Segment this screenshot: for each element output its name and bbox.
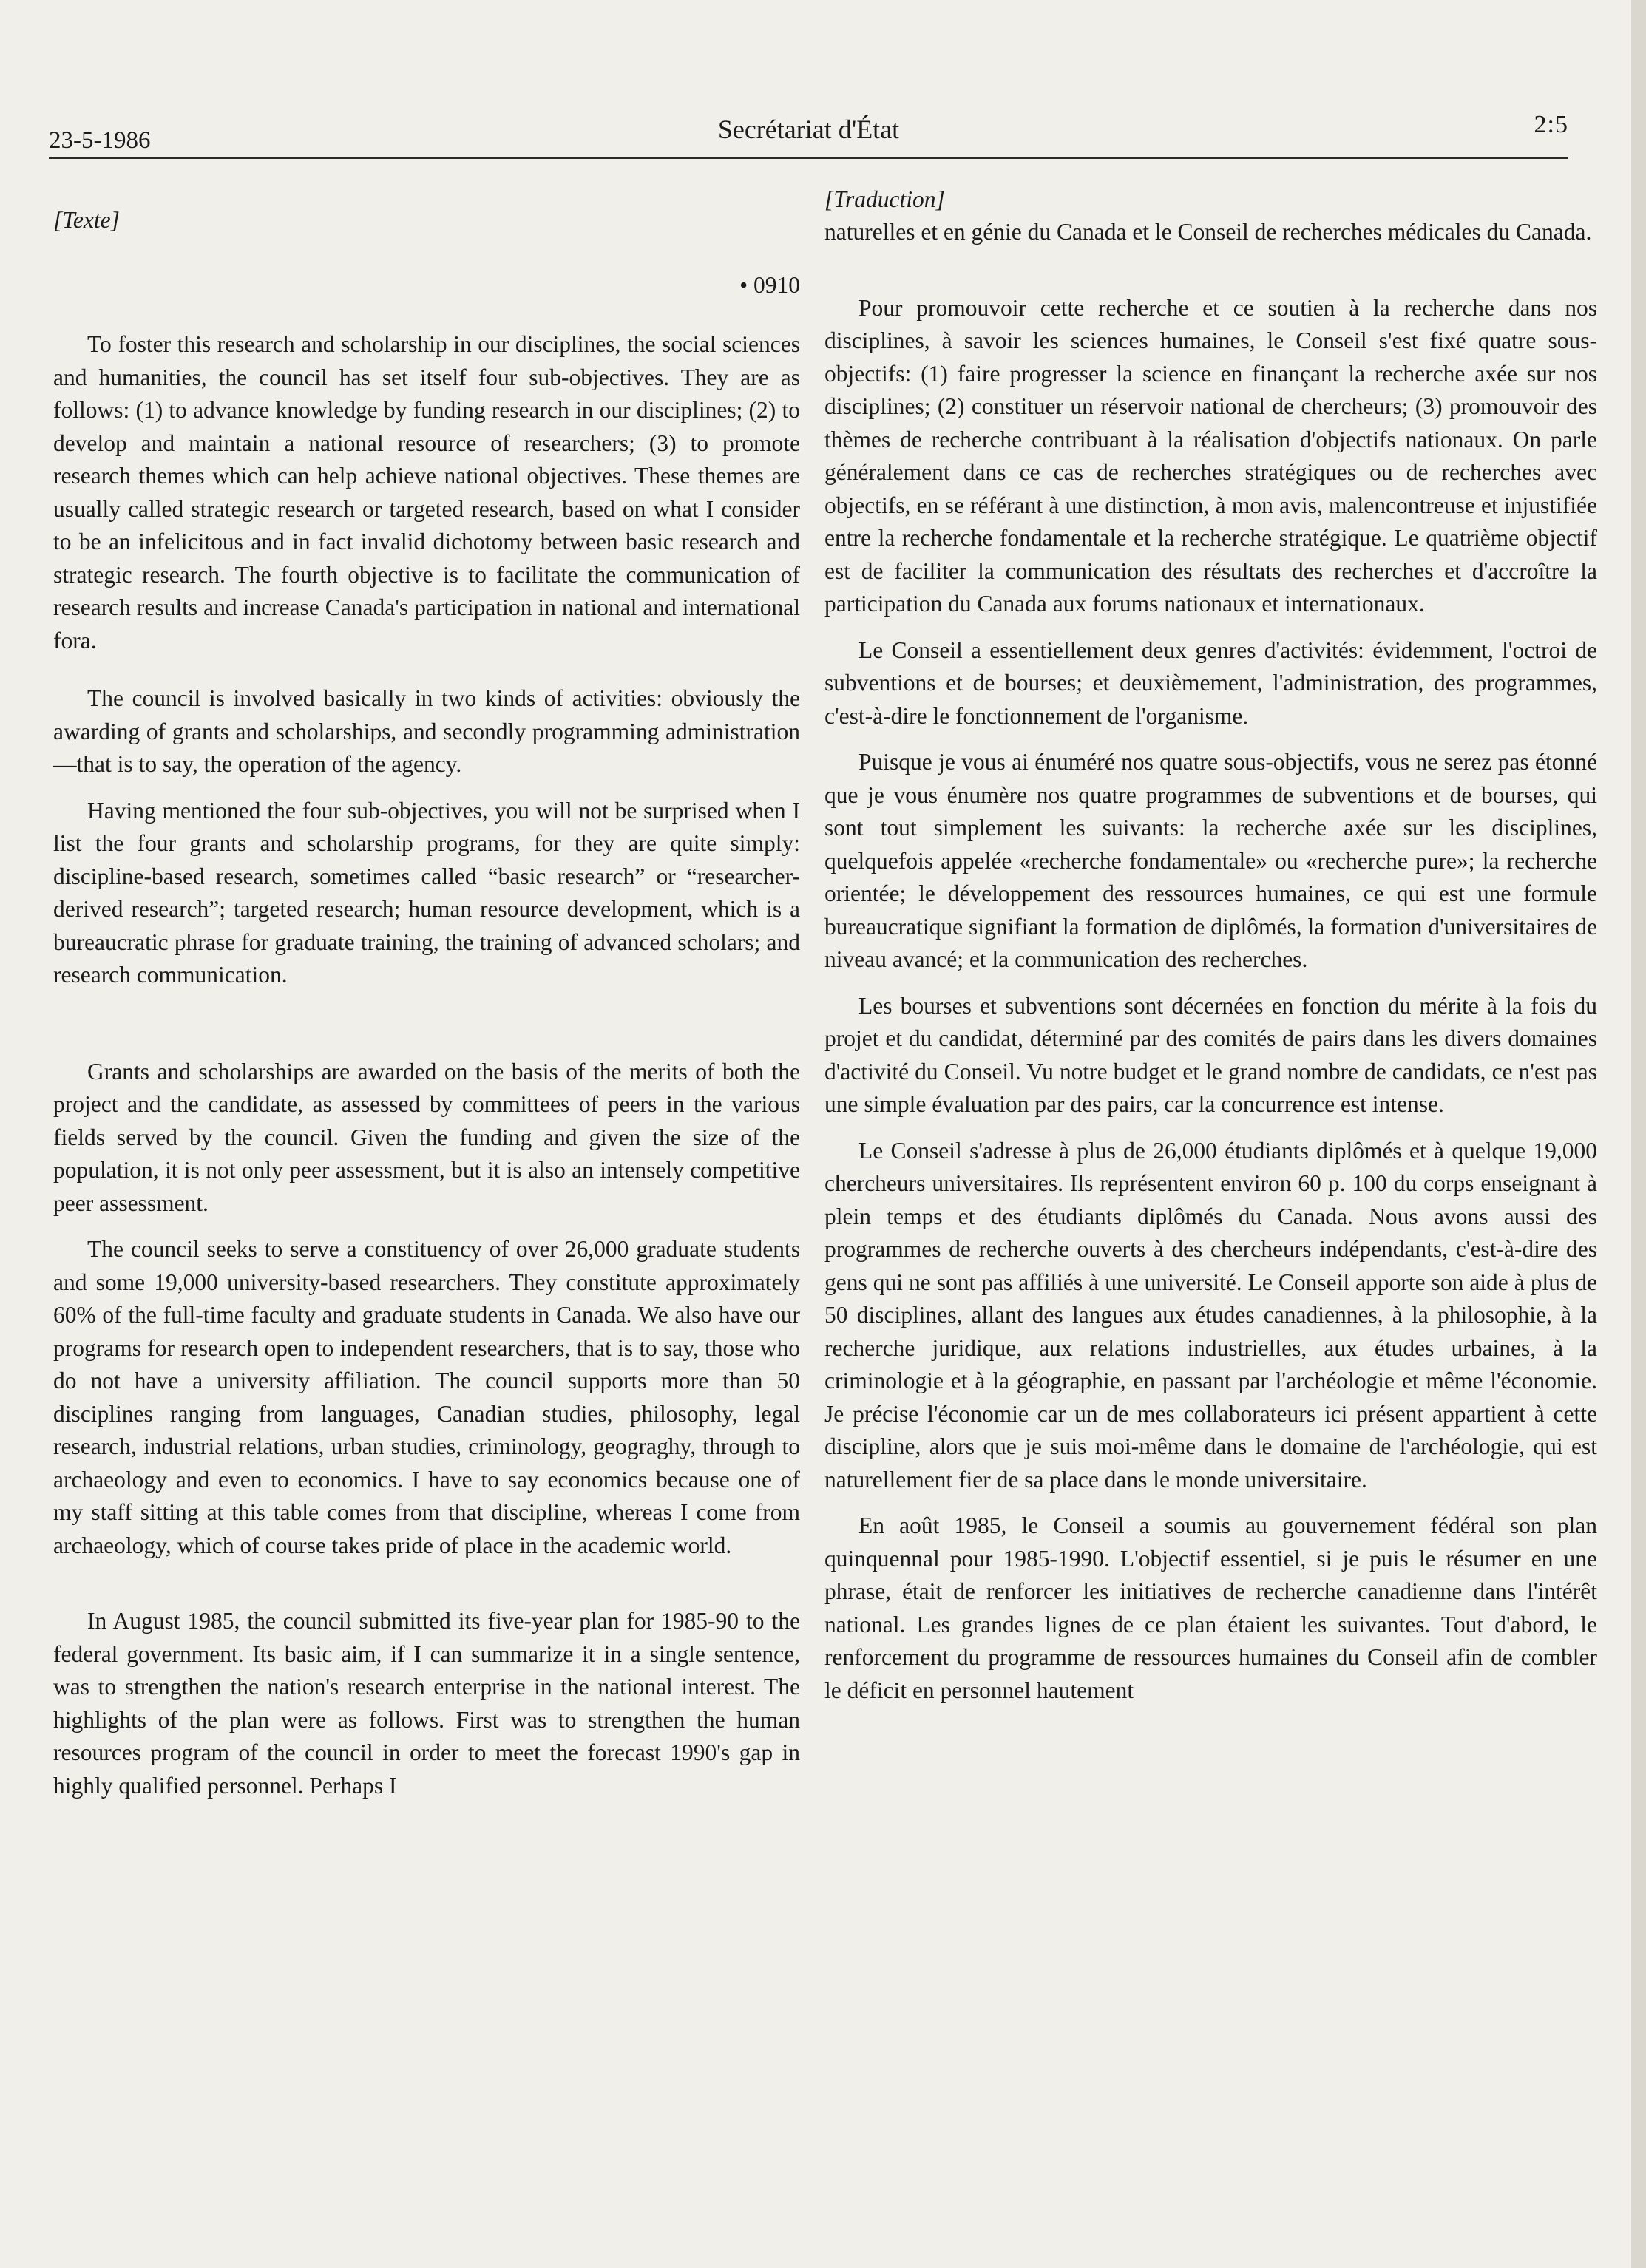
paragraph: The council is involved basically in two kinds of activities: obviously the awarding of grants and scholarships, and secondly programming administration—that is to say, the operation of the agency. bbox=[53, 685, 800, 777]
header-page-number: 2:5 bbox=[1534, 111, 1568, 138]
paragraph: In August 1985, the council submitted its five-year plan for 1985-90 to the federal government. Its basic aim, if I can summarize it in a single sentence, was to strengthen the nation's research enterprise in the national interest. The highlights of the plan were as follows. First was to strengthen the human resources program of the council in order to meet the forecast 1990's gap in highly qualified personnel. Perhaps I bbox=[53, 1608, 800, 1799]
english-column bbox=[53, 183, 800, 1816]
page-edge bbox=[1631, 0, 1646, 2268]
paragraph: Puisque je vous ai énuméré nos quatre sous-objectifs, vous ne serez pas étonné que je vous énumère nos quatre programmes de subventions et de bourses, qui sont tout simplement les suivants: la recherche axée sur les disciplines, quelquefois appelée «recherche fondamentale» ou «recherche pure»; la recherche orientée; le développement des ressources humaines, ce qui est une formule bureaucratique signifiant la formation de diplômés, la formation d'universitaires de niveau avancé; et la communication des recherches. bbox=[824, 749, 1597, 972]
lead-in-paragraph: naturelles et en génie du Canada et le Conseil de recherches médicales du Canada. bbox=[824, 219, 1592, 245]
paragraph: To foster this research and scholarship in our disciplines, the social sciences and humanities, the council has set itself four sub-objectives. They are as follows: (1) to advance knowledge by funding research in our disciplines; (2) to develop and maintain a national resource of researchers; (3) to promote research themes which can help achieve national objectives. These themes are usually called strategic research or targeted research, based on what I consider to be an infelicitous and in fact invalid dichotomy between basic research and strategic research. The fourth objective is to facilitate the communication of research results and increase Canada's participation in national and international fora. bbox=[53, 331, 800, 653]
paragraph: Grants and scholarships are awarded on the basis of the merits of both the project and the candidate, as assessed by committees of peers in the various fields served by the council. Given the funding and given the size of the population, it is not only peer assessment, but it is also an intensely competitive peer assessment. bbox=[53, 1058, 800, 1216]
paragraph: Pour promouvoir cette recherche et ce soutien à la recherche dans nos disciplines, à savoir les sciences humaines, le Conseil s'est fixé quatre sous-objectifs: (1) faire progresser la science en finançant la recherche axée sur nos disciplines; (2) constituer un réservoir national de chercheurs; (3) promouvoir des thèmes de recherche contribuant à la réalisation d'objectifs nationaux. On parle généralement dans ce cas de recherches stratégiques ou de recherches avec objectifs, en se référant à une distinction, à mon avis, malencontreuse et injustifiée entre la recherche fondamentale et la recherche stratégique. Le quatrième objectif est de faciliter la communication des résultats des recherches et d'accroître la participation du Canada aux forums nationaux et internationaux. bbox=[824, 294, 1597, 617]
page-header bbox=[49, 111, 1568, 158]
paragraph: Having mentioned the four sub-objectives, you will not be surprised when I list the four grants and scholarship programs, for they are quite simply: discipline-based research, sometimes called “basic research” or “researcher-derived research”; targeted research; human resource development, which is a bureaucratic phrase for graduate training, the training of advanced scholars; and research communication. bbox=[53, 797, 800, 988]
paragraph: Les bourses et subventions sont décernées en fonction du mérite à la fois du projet et du candidat, déterminé par des comités de pairs dans les divers domaines d'activité du Conseil. Vu notre budget et le grand nombre de candidats, ce n'est pas une simple évaluation par des pairs, car la concurrence est intense. bbox=[824, 992, 1597, 1117]
paragraph: The council seeks to serve a constituency of over 26,000 graduate students and some 19,000 university-based researchers. They constitute approximately 60% of the full-time faculty and graduate students in Canada. We also have our programs for research open to independent researchers, that is to say, those who do not have a university affiliation. The council supports more than 50 disciplines ranging from languages, Canadian studies, philosophy, legal research, industrial relations, urban studies, criminology, geograghy, through to archaeology and even to economics. I have to say economics because one of my staff sitting at this table comes from that discipline, whereas I come from archaeology, which of course takes pride of place in the academic world. bbox=[53, 1236, 800, 1558]
translation-label: [Traduction] bbox=[824, 186, 945, 212]
header-date: 23-5-1986 bbox=[49, 127, 151, 154]
text-label: [Texte] bbox=[53, 207, 120, 233]
header-rule bbox=[49, 157, 1568, 159]
french-column bbox=[824, 183, 1597, 1720]
paragraph: Le Conseil s'adresse à plus de 26,000 étudiants diplômés et à quelque 19,000 chercheurs universitaires. Ils représentent environ 60 p. 100 du corps enseignant à plein temps et des étudiants diplômés du Canada. Nous avons aussi des programmes de recherche ouverts à des chercheurs indépendants, c'est-à-dire des gens qui ne sont pas affiliés à une université. Le Conseil apporte son aide à plus de 50 disciplines, allant des langues aux études canadiennes, à la philosophie, à la recherche juridique, aux relations industrielles, aux études urbaines, à la criminologie et à la géographie, en passant par l'archéologie et même l'économie. Je précise l'économie car un de mes collaborateurs ici présent appartient à cette discipline, alors que je suis moi-même dans le domaine de l'archéologie, qui est naturellement fier de sa place dans le monde universitaire. bbox=[824, 1137, 1597, 1493]
time-marker: • 0910 bbox=[739, 272, 800, 298]
paragraph: En août 1985, le Conseil a soumis au gouvernement fédéral son plan quinquennal pour 1985-1990. L'objectif essentiel, si je puis le résumer en une phrase, était de renforcer les initiatives de recherche canadienne dans l'intérêt national. Les grandes lignes de ce plan étaient les suivantes. Tout d'abord, le renforcement du programme de ressources humaines du Conseil afin de combler le déficit en personnel hautement bbox=[824, 1512, 1597, 1703]
header-title: Secrétariat d'État bbox=[717, 115, 900, 144]
paragraph: Le Conseil a essentiellement deux genres d'activités: évidemment, l'octroi de subventions et de bourses; et deuxièmement, l'administration, des programmes, c'est-à-dire le fonctionnement de l'organisme. bbox=[824, 636, 1597, 729]
